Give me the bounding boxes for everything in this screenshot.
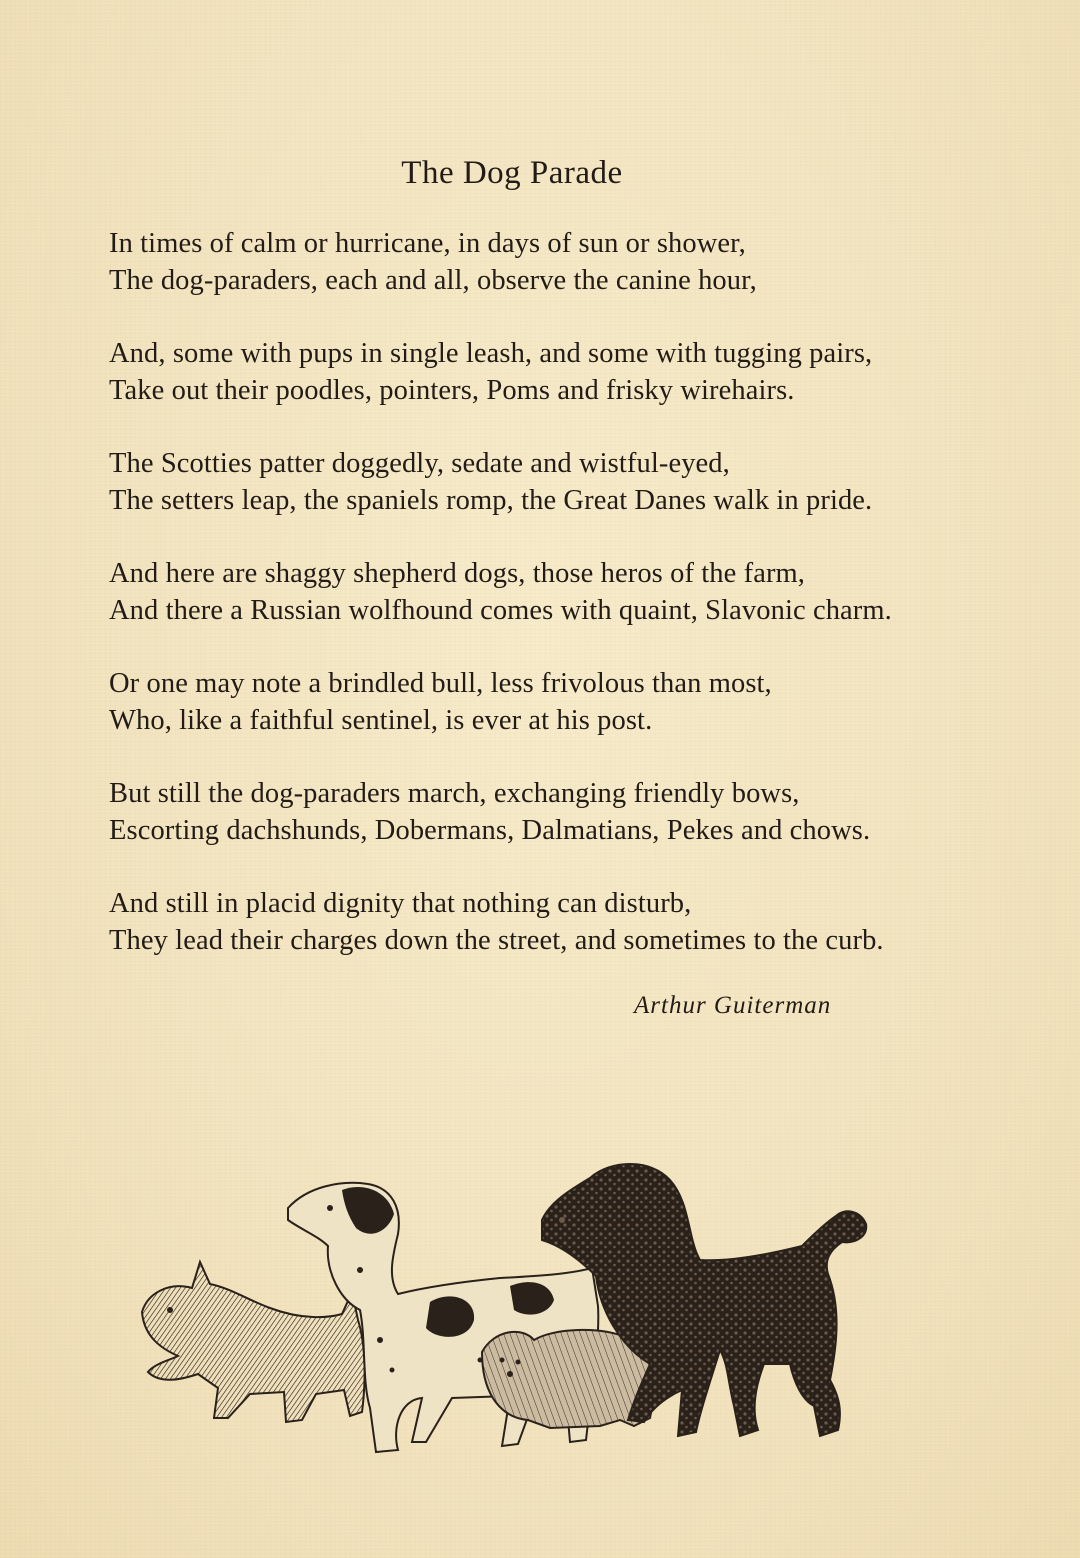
poem-line: Or one may note a brindled bull, less frivolous than most, <box>109 668 772 699</box>
poem-line: But still the dog-paraders march, exchanging friendly bows, <box>109 778 800 809</box>
stanza <box>109 225 929 299</box>
poem-line: Escorting dachshunds, Dobermans, Dalmatians, Pekes and chows. <box>109 815 871 846</box>
poem-body <box>109 225 929 995</box>
poem-line: And here are shaggy shepherd dogs, those heros of the farm, <box>109 558 806 589</box>
stanza <box>109 555 929 629</box>
scottish-terrier-icon <box>142 1262 365 1422</box>
stanza <box>109 335 929 409</box>
stanza <box>109 445 929 519</box>
poem-line: The Scotties patter doggedly, sedate and wistful-eyed, <box>109 448 730 479</box>
dog-parade-illustration <box>130 1150 910 1460</box>
stanza <box>109 885 929 959</box>
poem-line: They lead their charges down the street, and sometimes to the curb. <box>109 925 884 956</box>
poem-line: The dog-paraders, each and all, observe the canine hour, <box>109 265 757 296</box>
poem-line: And still in placid dignity that nothing can disturb, <box>109 888 692 919</box>
stanza <box>109 665 929 739</box>
poem-line: Who, like a faithful sentinel, is ever at his post. <box>109 705 653 736</box>
poem-title: The Dog Parade <box>401 155 623 191</box>
poem-line: Take out their poodles, pointers, Poms and frisky wirehairs. <box>109 375 795 406</box>
poem-line: In times of calm or hurricane, in days of sun or shower, <box>109 228 746 259</box>
poem-line: And, some with pups in single leash, and some with tugging pairs, <box>109 338 873 369</box>
poem-author: Arthur Guiterman <box>634 992 832 1019</box>
poem-line: And there a Russian wolfhound comes with quaint, Slavonic charm. <box>109 595 892 626</box>
poem-line: The setters leap, the spaniels romp, the Great Danes walk in pride. <box>109 485 873 516</box>
stanza <box>109 775 929 849</box>
